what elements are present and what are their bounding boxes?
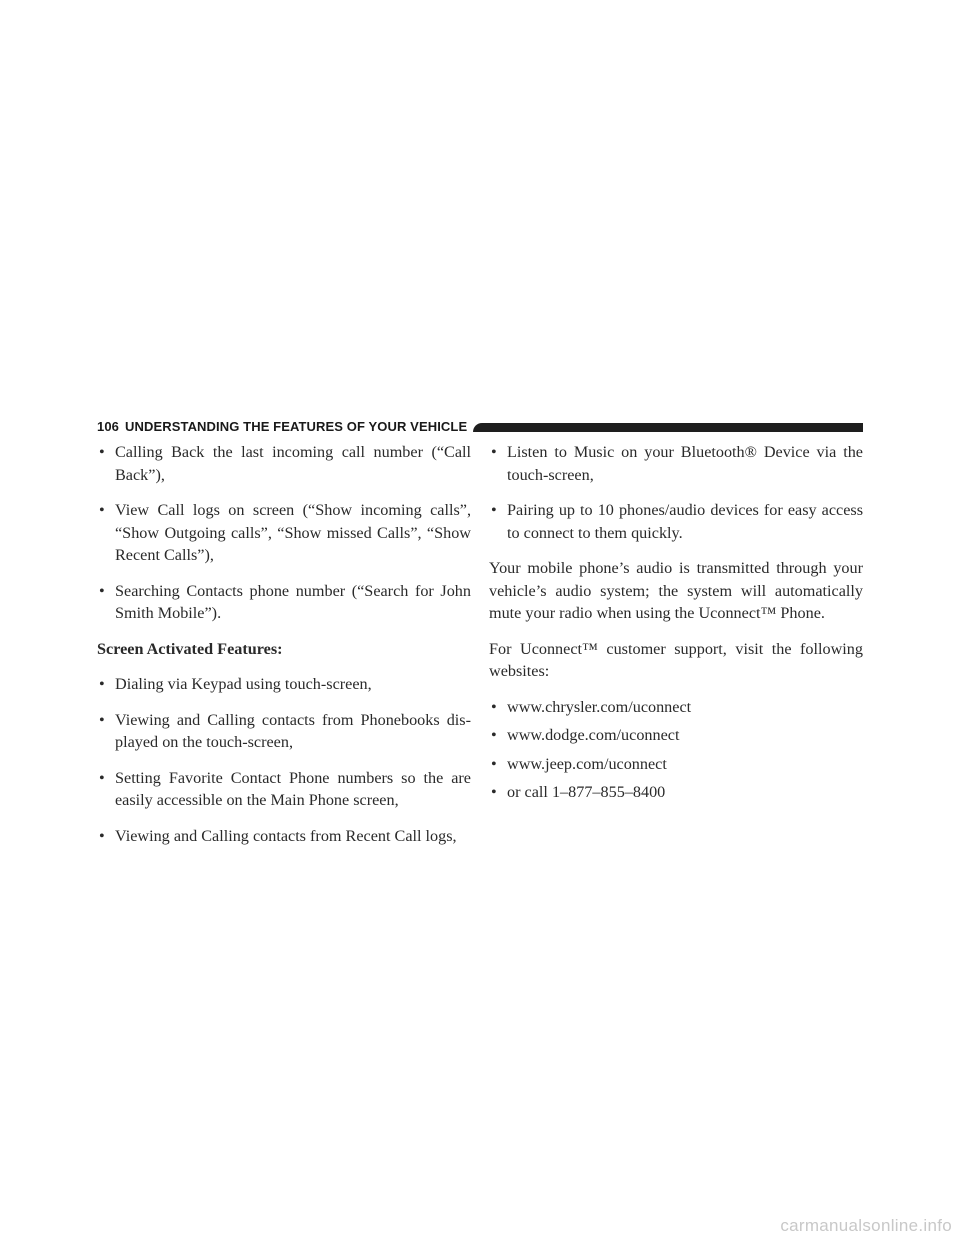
bullet-icon: • — [99, 501, 105, 519]
list-item — [489, 499, 863, 544]
bullet-icon: • — [491, 754, 497, 773]
bullet-icon: • — [99, 443, 105, 461]
list-item-text: Calling Back the last incoming call number (“Call Back”), — [115, 443, 471, 484]
section-title: UNDERSTANDING THE FEATURES OF YOUR VEHICLE — [125, 419, 468, 434]
bullet-icon: • — [491, 443, 497, 461]
support-link-chrysler[interactable] — [489, 696, 863, 719]
bullet-icon: • — [99, 826, 105, 845]
list-item-text: Dialing via Keypad using touch-screen, — [115, 675, 372, 693]
bullet-icon: • — [99, 710, 105, 729]
audio-paragraph: Your mobile phone’s audio is transmitted through your vehicle’s audio system; the system will automatically mute your radio when using the Uconnect™ Phone. — [489, 559, 863, 622]
watermark: carmanualsonline.info — [780, 1216, 952, 1235]
link-text[interactable]: www.chrysler.com/uconnect — [507, 697, 692, 716]
bullet-icon: • — [99, 768, 105, 787]
list-item — [97, 825, 471, 848]
bullet-icon: • — [99, 675, 105, 693]
support-link-dodge[interactable] — [489, 724, 863, 747]
header-rule — [473, 423, 863, 432]
list-item-text: Listen to Music on your Bluetooth® Device via the touch-screen, — [507, 443, 863, 484]
list-item — [97, 580, 471, 625]
list-item-text: Setting Favorite Contact Phone numbers so the are easily accessible on the Main Phone screen, — [115, 768, 471, 809]
list-item-text: Viewing and Calling contacts from Recent Call logs, — [115, 826, 457, 845]
list-item — [97, 709, 471, 754]
bullet-icon: • — [491, 783, 497, 801]
list-item-text: View Call logs on screen (“Show incoming calls”, “Show Outgoing calls”, “Show missed Calls”, “Show Recent Calls”), — [115, 501, 471, 564]
list-item — [97, 767, 471, 812]
list-item-text: Pairing up to 10 phones/audio devices for easy access to connect to them quickly. — [507, 501, 863, 542]
page-header — [97, 418, 863, 436]
list-item — [97, 499, 471, 567]
bullet-icon: • — [491, 697, 497, 716]
bullet-icon: • — [99, 581, 105, 600]
phone-text: or call 1–877–855–8400 — [507, 783, 666, 801]
support-link-jeep[interactable] — [489, 753, 863, 776]
list-item-text: Searching Contacts phone number (“Search for John Smith Mobile”). — [115, 581, 471, 622]
list-item — [97, 673, 471, 696]
list-item — [97, 441, 471, 486]
left-column — [97, 441, 471, 860]
support-phone-line — [489, 781, 863, 804]
support-paragraph: For Uconnect™ customer support, visit the following websites: — [489, 639, 863, 680]
section-heading: Screen Activated Features: — [97, 639, 283, 658]
bullet-icon: • — [491, 726, 497, 744]
link-text[interactable]: www.dodge.com/uconnect — [507, 726, 680, 744]
right-column — [489, 441, 863, 810]
link-text[interactable]: www.jeep.com/uconnect — [507, 754, 667, 773]
list-item — [489, 441, 863, 486]
list-item-text: Viewing and Calling contacts from Phonebooks dis-played on the touch-screen, — [115, 710, 471, 751]
bullet-icon: • — [491, 501, 497, 519]
page-number: 106 — [97, 419, 119, 434]
